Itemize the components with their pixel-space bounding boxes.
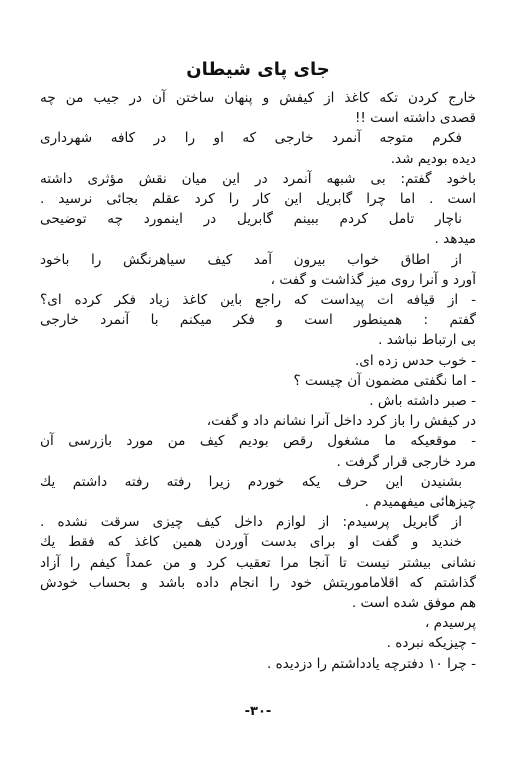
text-line: - چیزیکه نبرده . bbox=[386, 635, 476, 652]
text-line: خندید و گفت او برای بدست آوردن همین کاغذ که فقط یك bbox=[40, 534, 462, 551]
text-line: - موقعیکه ما مشغول رقص بودیم کیف من مورد بازرسی آن bbox=[40, 433, 476, 450]
page-number: -۳۰- bbox=[244, 704, 272, 719]
text-line: پرسیدم ، bbox=[424, 615, 476, 632]
chapter-title: جای پای شیطان bbox=[186, 59, 330, 80]
body-text bbox=[40, 88, 476, 674]
text-line: از اطاق خواب بیرون آمد کیف سیاهرنگش را باخود bbox=[40, 251, 462, 268]
document-page bbox=[40, 56, 476, 756]
text-line: چیزهائی میفهمیدم . bbox=[364, 494, 476, 511]
text-line: بی ارتباط نباشد . bbox=[378, 332, 476, 349]
text-line: گذاشتم که اقلاماموریتش خود را انجام داده باشد و بحساب خودش bbox=[40, 574, 476, 591]
text-line: هم موفق شده است . bbox=[351, 595, 476, 612]
text-line: آورد و آنرا روی میز گذاشت و گفت ، bbox=[270, 271, 476, 288]
text-line: قصدی داشته است !! bbox=[354, 110, 476, 127]
text-line: بشنیدن این حرف یکه خوردم زیرا رفته رفته داشتم یك bbox=[40, 473, 462, 490]
text-line: نشانی بیشتر نیست تا آنجا مرا تعقیب کرد و من عمداً کیفم را آزاد bbox=[40, 554, 476, 571]
text-line: - خوب حدس زده ای. bbox=[354, 352, 476, 369]
text-line: - چرا ۱۰ دفترچه یادداشتم را دزدیده . bbox=[266, 655, 476, 672]
text-line: در کیفش را باز کرد داخل آنرا نشانم داد و گفت، bbox=[206, 413, 476, 430]
text-line: - از قیافه ات پیداست که راجع باین کاغذ زیاد فکر کرده ای؟ bbox=[40, 292, 476, 309]
text-line: فکرم متوجه آنمرد خارجی که او را در کافه شهرداری bbox=[40, 130, 462, 147]
text-line: از گابریل پرسیدم: از لوازم داخل کیف چیزی سرقت نشده . bbox=[40, 514, 462, 531]
text-line: - اما نگفتی مضمون آن چیست ؟ bbox=[293, 372, 476, 389]
text-line: ناچار تامل کردم ببینم گابریل در اینمورد چه توضیحی bbox=[40, 211, 462, 228]
text-line: گفتم : همینطور است و فکر میکنم با آنمرد خارجی bbox=[40, 312, 476, 329]
text-line: دیده بودیم شد. bbox=[390, 150, 476, 167]
text-line: است . اما چرا گابریل این کار را کرد عقلم بجائی نرسید . bbox=[40, 191, 476, 208]
text-line: میدهد . bbox=[434, 231, 476, 248]
text-line: مرد خارجی قرار گرفت . bbox=[336, 453, 476, 470]
text-line: باخود گفتم: بی شبهه آنمرد در این میان نقش مؤثری داشته bbox=[40, 170, 476, 187]
text-line: - صبر داشته باش . bbox=[369, 393, 476, 410]
text-line: خارج کردن تکه کاغذ از کیفش و پنهان ساختن آن در جیب من چه bbox=[40, 90, 476, 106]
